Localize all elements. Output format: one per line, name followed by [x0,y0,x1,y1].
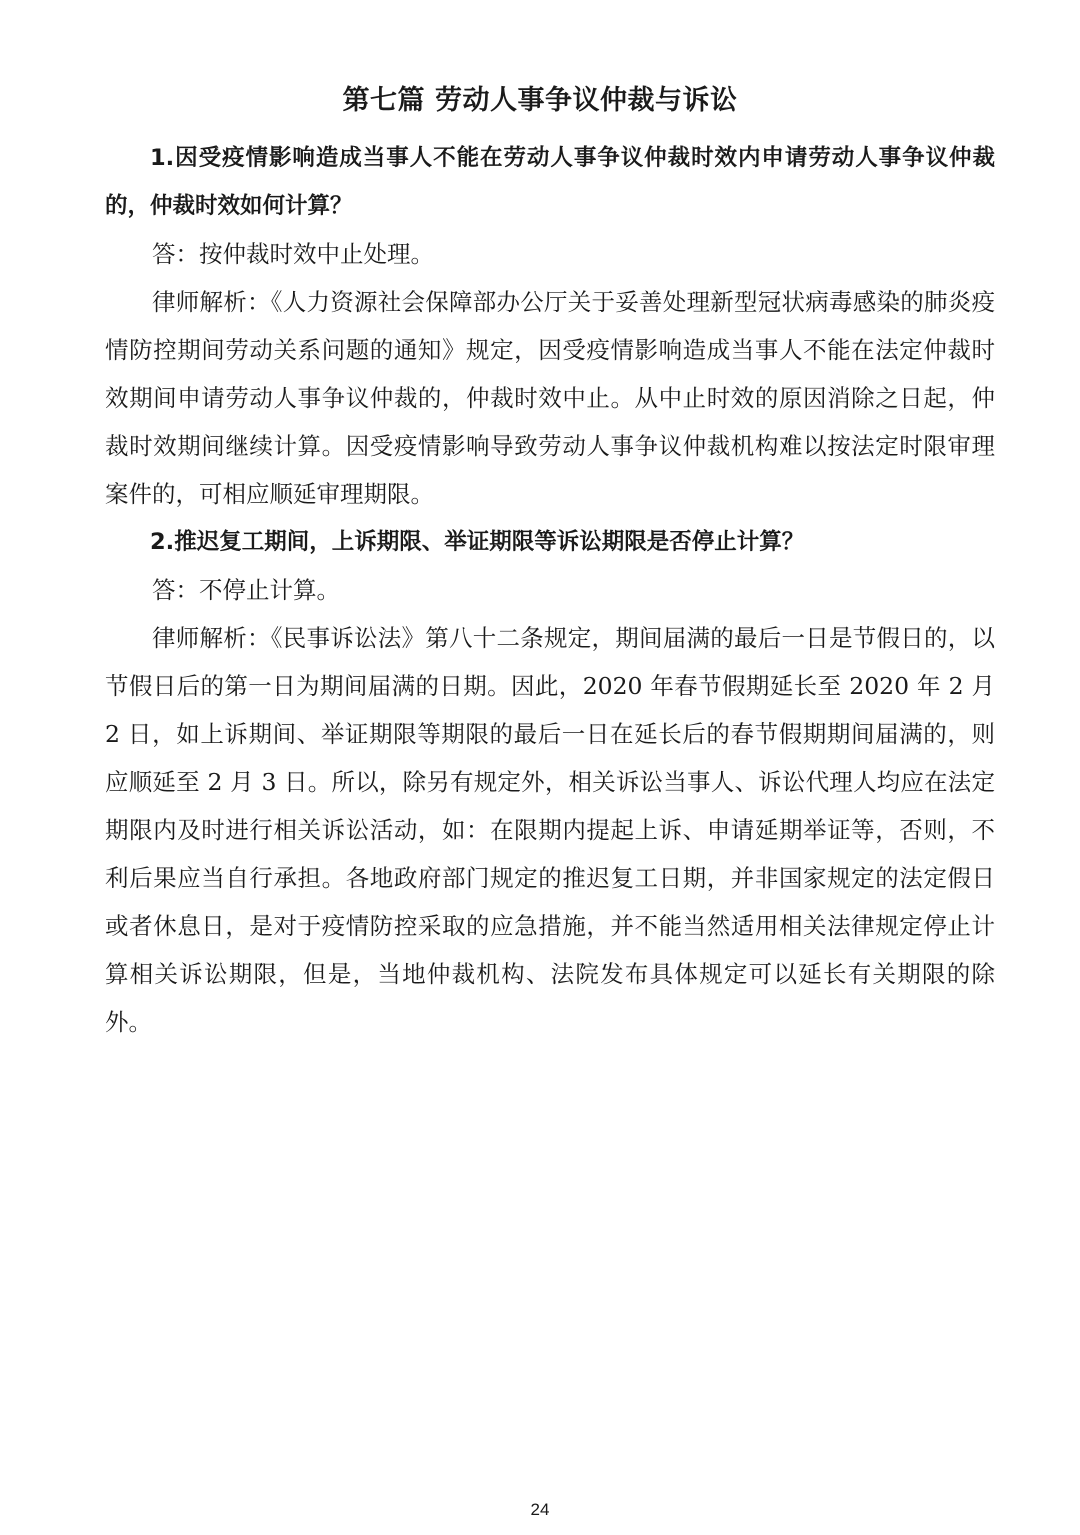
analysis-1: 律师解析：《人力资源社会保障部办公厅关于妥善处理新型冠状病毒感染的肺炎疫情防控期间劳动关系问题的通知》规定，因受疫情影响造成当事人不能在法定仲裁时效期间申请劳动人事争议仲裁的，仲裁时效中止。从中止时效的原因消除之日起，仲裁时效期间继续计算。因受疫情影响导致劳动人事争议仲裁机构难以按法定时限审理案件的，可相应顺延审理期限。 [105,288,995,508]
answer-1: 答：按仲裁时效中止处理。 [152,240,434,268]
analysis-2: 律师解析：《民事诉讼法》第八十二条规定，期间届满的最后一日是节假日的，以节假日后的第一日为期间届满的日期。因此，2020 年春节假期延长至 2020 年 2 月 2 日，如上诉期间、举证期限等期限的最后一日在延长后的春节假期期间届满的，则应顺延至 2 月 3 日。所以，除另有规定外，相关诉讼当事人、诉讼代理人均应在法定期限内及时进行相关诉讼活动，如：在限期内提起上诉、申请延期举证等，否则，不利后果应当自行承担。各地政府部门规定的推迟复工日期，并非国家规定的法定假日或者休息日，是对于疫情防控采取的应急措施，并不能当然适用相关法律规定停止计算相关诉讼期限，但是，当地仲裁机构、法院发布具体规定可以延长有关期限的除外。 [105,624,995,1036]
page-title: 第七篇 劳动人事争议仲裁与诉讼 [342,85,738,116]
question-2: 2.推迟复工期间，上诉期限、举证期限等诉讼期限是否停止计算？ [150,529,805,555]
answer-2: 答：不停止计算。 [152,576,340,604]
document-body [105,134,995,1046]
page-number: 24 [530,1500,550,1519]
question-1: 1.因受疫情影响造成当事人不能在劳动人事争议仲裁时效内申请劳动人事争议仲裁的，仲裁时效如何计算？ [105,145,995,219]
